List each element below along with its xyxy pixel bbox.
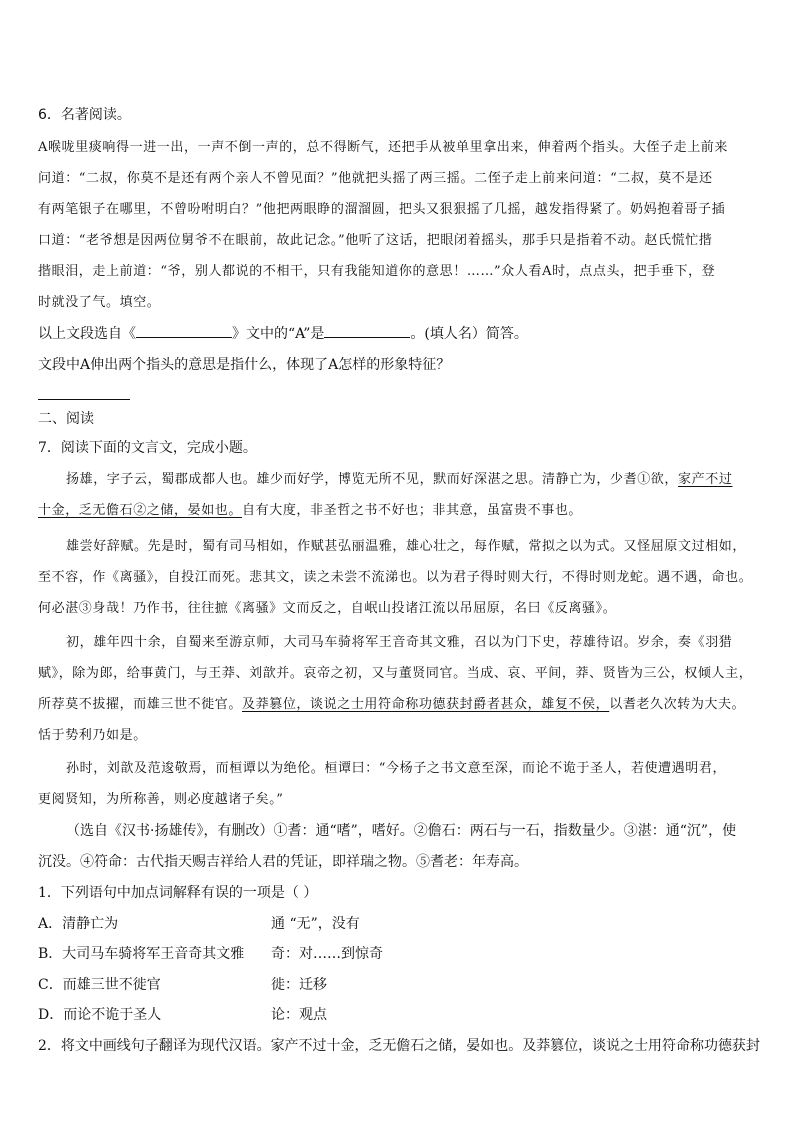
q7-para3-text: 所荐莫不拔擢，而雄三世不徙官。 — [38, 697, 243, 712]
underlined-sentence-1b: 十金，乏无儋石②之储，晏如也。 — [38, 503, 243, 518]
q7-para4-line-1: 孙时，刘歆及范逡敬焉，而桓谭以为绝伦。桓谭曰：“今杨子之书文意至深，而论不诡于圣人，若使遭遇明君， — [66, 761, 727, 776]
underlined-sentence-1a: 家产不过 — [678, 472, 733, 487]
q6-book-blank[interactable] — [136, 336, 232, 338]
option-b[interactable]: B．大司马车骑将军王音奇其文雅 — [38, 946, 245, 962]
q7-para1-text: 扬雄，字子云，蜀郡成都人也。雄少而好学，博览无所不见，默而好深湛之思。清静亡为，少耆①欲， — [66, 472, 679, 487]
q6-name-blank[interactable] — [324, 336, 410, 338]
q7-notes-line-2: 沉没。④符命：古代指天赐吉祥给人君的凭证，即祥瑞之物。⑤耆老：年寿高。 — [38, 854, 528, 870]
q7-para3-text-2: 以耆老久次转为大夫。 — [609, 697, 746, 712]
q6-passage-line-1: A喉咙里痰响得一进一出，一声不倒一声的，总不得断气，还把手从被单里拿出来，伸着两个指头。大侄子走上前来 — [38, 140, 728, 155]
q6-fill-text-2: 》文中的“A”是 — [232, 326, 325, 342]
q6-passage-line-2: 问道：“二叔，你莫不是还有两个亲人不曾见面？”他就把头摇了两三摇。二侄子走上前来问道：“二叔，莫不是还 — [38, 171, 713, 186]
q7-para2-line-3: 何必湛③身哉！乃作书，往往摭《离骚》文而反之，自岷山投诸江流以吊屈原，名曰《反离骚》。 — [38, 601, 617, 616]
section-2-title: 二、阅读 — [38, 411, 94, 427]
q7-para3-line-4: 恬于势利乃如是。 — [38, 728, 147, 743]
q6-short-answer-question: 文段中A伸出两个指头的意思是指什么，体现了A怎样的形象特征？ — [38, 357, 451, 373]
option-a-gloss: 通 “无”，没有 — [271, 916, 360, 932]
q6-passage-line-4: 口道：“老爷想是因两位舅爷不在眼前，故此记念。”他听了这话，把眼闭着摇头，那手只是指着不动。赵氏慌忙揩 — [38, 233, 713, 248]
q6-passage-line-5: 揩眼泪，走上前道：“爷，别人都说的不相干，只有我能知道你的意思！……”众人看A时，点点头，把手垂下，登 — [38, 264, 716, 279]
q7-para3-line-1: 初，雄年四十余，自蜀来至游京师，大司马车骑将军王音奇其文雅，召以为门下史，荐雄待诏。岁余，奏《羽猎 — [66, 635, 733, 650]
section-divider — [38, 399, 130, 400]
question-7-heading: 7．阅读下面的文言文，完成小题。 — [38, 440, 257, 456]
q7-para4-line-2: 更阅贤知，为所称善，则必度越诸子矣。” — [38, 792, 284, 807]
q7-para3-line-2: 赋》，除为郎，给事黄门，与王莽、刘歆并。哀帝之初，又与董贤同官。当成、哀、平间，莽、贤皆为三公，权倾人主， — [38, 666, 753, 681]
q7-notes-line-1: （选自《汉书·扬雄传》，有删改）①耆：通“嗜”，嗜好。②儋石：两石与一石，指数量少。③湛：通“沉”，使 — [66, 823, 737, 839]
q7-para2-line-2: 至不容，作《离骚》，自投江而死。悲其文，读之未尝不流涕也。以为君子得时则大行，不得时则龙蛇。遇不遇，命也。 — [38, 570, 753, 585]
q6-passage-line-6: 时就没了气。填空。 — [38, 295, 161, 310]
option-c[interactable]: C．而雄三世不徙官 — [38, 977, 161, 993]
q7-para2-line-1: 雄尝好辞赋。先是时，蜀有司马相如，作赋甚弘丽温雅，雄心壮之，每作赋，常拟之以为式。又怪屈原文过相如， — [66, 539, 747, 554]
q7-para1-line-2 — [38, 499, 582, 518]
q7-para1-text-2: 自有大度，非圣哲之书不好也；非其意，虽富贵不事也。 — [242, 503, 583, 518]
option-a[interactable]: A．清静亡为 — [38, 916, 119, 932]
option-d[interactable]: D．而论不诡于圣人 — [38, 1007, 162, 1023]
q6-fill-text-1: 以上文段选自《 — [38, 326, 136, 342]
q7-para3-line-3 — [38, 693, 745, 712]
subquestion-1-stem: 1．下列语句中加点词解释有误的一项是（ ） — [38, 885, 318, 901]
question-6-heading: 6．名著阅读。 — [38, 107, 131, 123]
option-d-gloss: 论：观点 — [271, 1007, 327, 1023]
subquestion-2-stem: 2．将文中画线句子翻译为现代汉语。家产不过十金，乏无儋石之储，晏如也。及莽篡位，谈说之士用符命称功德获封 — [38, 1038, 760, 1054]
q6-passage-line-3: 有两笔银子在哪里，不曾吩咐明白？”他把两眼睁的溜溜圆，把头又狠狠摇了几摇，越发指得紧了。奶妈抱着哥子插 — [38, 202, 726, 217]
option-c-gloss: 徙：迁移 — [271, 977, 327, 993]
option-b-gloss: 奇：对……到惊奇 — [271, 946, 383, 962]
q7-para1-line-1 — [66, 468, 732, 487]
underlined-sentence-2: 及莽篡位，谈说之士用符命称功德获封爵者甚众，雄复不侯， — [242, 697, 610, 712]
q6-fill-in-line — [38, 323, 528, 343]
q6-fill-text-3: 。(填人名）简答。 — [410, 326, 528, 342]
